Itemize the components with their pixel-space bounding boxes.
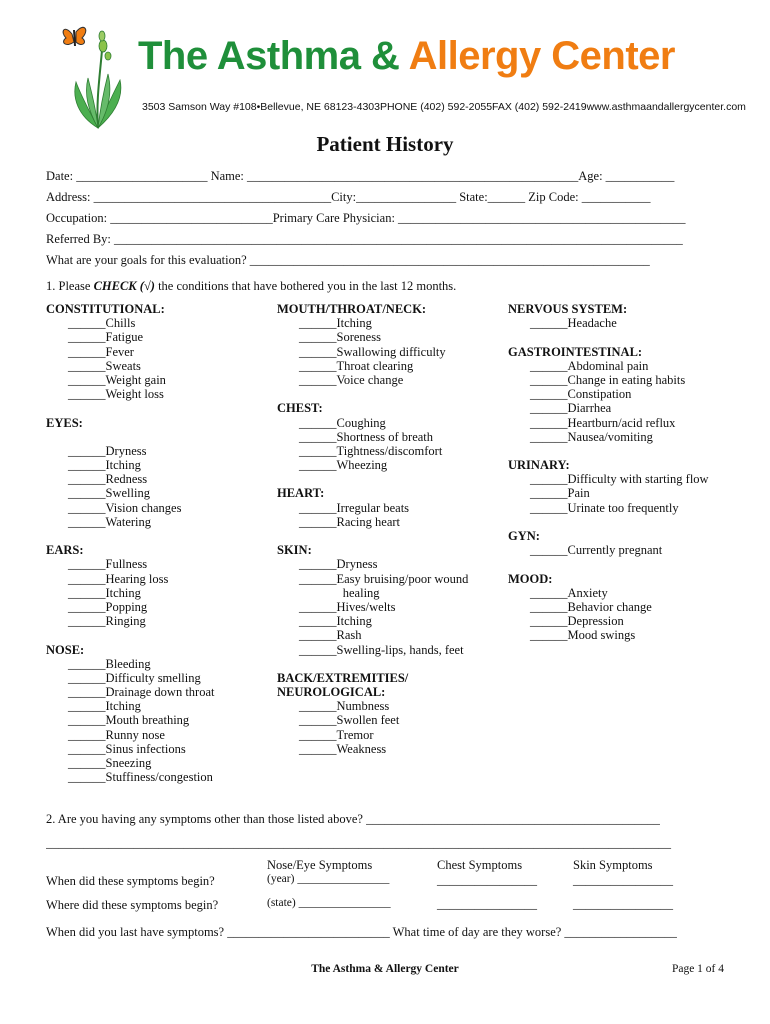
checklist-item[interactable]: ______Vision changes: [68, 500, 182, 515]
referred-by-line[interactable]: Referred By: ___________________________________________________________________________________________: [46, 232, 683, 246]
butterfly-icon: [63, 27, 86, 46]
section-head-chest: CHEST:: [277, 401, 323, 416]
checklist-item[interactable]: ______Pain: [530, 486, 590, 501]
phone-number: PHONE (402) 592-2055: [379, 101, 493, 113]
checklist-item[interactable]: ______Popping: [68, 599, 148, 614]
date-name-age-line[interactable]: Date: _____________________ Name: _____________________________________________________Age: ___________: [46, 169, 675, 183]
checklist-item[interactable]: ______Easy bruising/poor wound: [299, 571, 469, 586]
section-head-constitutional: CONSTITUTIONAL:: [46, 302, 165, 316]
address-line[interactable]: Address: ______________________________________City:________________ State:______ Zip Code: ___________: [46, 190, 651, 204]
checklist-item[interactable]: ______Irregular beats: [299, 500, 410, 515]
checklist-item[interactable]: ______Ringing: [68, 614, 146, 629]
checklist-item[interactable]: ______Stuffiness/congestion: [68, 770, 213, 785]
checklist-item[interactable]: ______Nausea/vomiting: [530, 429, 653, 444]
checklist-item[interactable]: ______Soreness: [299, 330, 381, 345]
section-head-mouth-throat-neck: MOUTH/THROAT/NECK:: [277, 302, 427, 316]
brand-title-part2: Allergy Center: [408, 34, 675, 78]
section-head-neurological: NEUROLOGICAL:: [277, 685, 386, 700]
checklist-item[interactable]: ______Redness: [68, 472, 148, 487]
checklist-item[interactable]: ______Difficulty smelling: [68, 670, 201, 685]
checklist-item[interactable]: ______Abdominal pain: [530, 358, 649, 373]
city-state-zip: Bellevue, NE 68123-4303: [260, 101, 380, 113]
checklist-item[interactable]: ______Coughing: [299, 415, 386, 430]
section-head-ears: EARS:: [46, 543, 84, 558]
checklist-item[interactable]: ______Hives/welts: [299, 599, 396, 614]
checklist-item[interactable]: ______Itching: [68, 585, 141, 600]
left-column: [46, 302, 215, 784]
section-head-heart: HEART:: [277, 486, 325, 501]
when-skin-field[interactable]: ________________: [573, 873, 673, 887]
checklist-item[interactable]: ______Anxiety: [530, 585, 608, 600]
checklist-item[interactable]: ______Numbness: [299, 699, 390, 714]
question-1-prefix: 1. Please: [46, 279, 94, 293]
section-head-mood: MOOD:: [508, 571, 553, 586]
checklist-item[interactable]: ______Swelling-lips, hands, feet: [299, 642, 464, 657]
table-header-chest: Chest Symptoms: [437, 858, 523, 872]
section-head-skin: SKIN:: [277, 543, 312, 558]
checklist-item[interactable]: ______Hearing loss: [68, 571, 169, 586]
table-header-skin: Skin Symptoms: [573, 858, 653, 872]
page-title: Patient History: [316, 132, 454, 156]
checklist-item[interactable]: ______Weakness: [299, 741, 387, 756]
checklist-item[interactable]: ______Sinus infections: [68, 741, 186, 756]
brand-title-part1: The Asthma &: [138, 34, 409, 78]
checklist-item[interactable]: ______Diarrhea: [530, 401, 612, 416]
website: www.asthmaandallergycenter.com: [586, 101, 746, 113]
right-column: [508, 302, 709, 643]
where-nose-eye-field[interactable]: (state) ________________: [267, 897, 391, 909]
checklist-item[interactable]: ______Weight gain: [68, 372, 166, 387]
checklist-item[interactable]: ______Itching: [299, 316, 372, 331]
checklist-item[interactable]: ______Swelling: [68, 486, 150, 501]
when-nose-eye-field[interactable]: (year) ________________: [267, 873, 390, 885]
checklist-item[interactable]: ______Racing heart: [299, 514, 401, 529]
checklist-item[interactable]: ______Fever: [68, 344, 134, 359]
checklist-item[interactable]: ______Dryness: [299, 557, 378, 572]
checklist-item[interactable]: ______Wheezing: [299, 458, 388, 473]
checklist-item[interactable]: ______Change in eating habits: [530, 372, 686, 387]
checklist-item[interactable]: ______Urinate too frequently: [530, 500, 679, 515]
when-chest-field[interactable]: ________________: [437, 873, 537, 887]
page-number: Page 1 of 4: [671, 963, 724, 975]
checklist-item[interactable]: ______Dryness: [68, 443, 147, 458]
plant-icon: [75, 31, 121, 128]
checklist-item[interactable]: ______Throat clearing: [299, 358, 414, 373]
checklist-item[interactable]: ______Currently pregnant: [530, 543, 663, 558]
checklist-item[interactable]: ______Difficulty with starting flow: [530, 472, 709, 487]
goals-line[interactable]: What are your goals for this evaluation? ________________________________________________________________: [46, 253, 650, 267]
section-head-nose: NOSE:: [46, 642, 85, 657]
section-head-back-extremities: BACK/EXTREMITIES/: [277, 670, 409, 685]
fax-number: FAX (402) 592-2419: [492, 101, 587, 113]
checklist-item[interactable]: ______Chills: [68, 316, 136, 331]
checklist-item-continuation: healing: [299, 585, 380, 600]
checklist-item[interactable]: ______Headache: [530, 316, 617, 331]
row-label-where: Where did these symptoms begin?: [46, 898, 219, 912]
last-symptoms-line[interactable]: When did you last have symptoms? __________________________ What time of day are they worse? __________________: [46, 925, 677, 939]
checklist-item[interactable]: ______Drainage down throat: [68, 685, 215, 700]
brand-title: [138, 34, 675, 79]
section-head-gyn: GYN:: [508, 529, 540, 543]
checklist-item[interactable]: ______Shortness of breath: [299, 429, 434, 444]
question-2-extra-line[interactable]: ____________________________________________________________________________________________________: [46, 836, 671, 850]
checklist-item[interactable]: ______Runny nose: [68, 727, 165, 742]
section-head-nervous-system: NERVOUS SYSTEM:: [508, 302, 628, 316]
checklist-item[interactable]: ______Weight loss: [68, 387, 164, 402]
row-label-when: When did these symptoms begin?: [46, 874, 215, 888]
checklist-item[interactable]: ______Bleeding: [68, 656, 151, 671]
table-header-nose-eye: Nose/Eye Symptoms: [267, 858, 373, 872]
checklist-item[interactable]: ______Swallowing difficulty: [299, 344, 446, 359]
section-head-urinary: URINARY:: [508, 458, 570, 473]
checklist-item[interactable]: ______Depression: [530, 614, 624, 629]
checklist-item[interactable]: ______Mouth breathing: [68, 713, 190, 728]
contact-line: [142, 101, 746, 113]
checklist-item[interactable]: ______Voice change: [299, 372, 404, 387]
checklist-item[interactable]: ______Swollen feet: [299, 713, 400, 728]
occupation-physician-line[interactable]: Occupation: __________________________Primary Care Physician: ______________________________________________: [46, 211, 686, 225]
checklist-item[interactable]: ______Fatigue: [68, 330, 143, 345]
checklist-item[interactable]: ______Constipation: [530, 387, 632, 402]
section-head-eyes: EYES:: [46, 415, 83, 430]
checklist-item[interactable]: ______Itching: [299, 614, 372, 629]
checklist-item[interactable]: ______Fullness: [68, 557, 148, 572]
checklist-item[interactable]: ______Behavior change: [530, 599, 652, 614]
checklist-item[interactable]: ______Rash: [299, 628, 362, 643]
checklist-item[interactable]: ______Mood swings: [530, 628, 636, 643]
question-2[interactable]: 2. Are you having any symptoms other than those listed above? _______________________________________________: [46, 812, 660, 826]
street-address: 3503 Samson Way #108: [142, 101, 257, 113]
checklist-item[interactable]: ______Sneezing: [68, 756, 152, 770]
checklist-item[interactable]: ______Sweats: [68, 358, 141, 373]
center-logo: [58, 20, 138, 132]
checklist-item[interactable]: ______Itching: [68, 699, 141, 714]
checklist-item[interactable]: ______Heartburn/acid reflux: [530, 415, 676, 430]
bullet-separator: •: [256, 101, 261, 113]
section-head-gastrointestinal: GASTROINTESTINAL:: [508, 344, 643, 359]
where-chest-field[interactable]: ________________: [437, 897, 537, 911]
checklist-item[interactable]: ______Tightness/discomfort: [299, 443, 443, 458]
checklist-item[interactable]: ______Tremor: [299, 727, 374, 742]
checklist-item[interactable]: ______Watering: [68, 514, 152, 529]
footer-title: The Asthma & Allergy Center: [311, 963, 459, 975]
question-1: [46, 279, 456, 294]
middle-column: [277, 302, 468, 756]
where-skin-field[interactable]: ________________: [573, 897, 673, 911]
question-1-check: CHECK (√): [93, 279, 155, 293]
question-1-suffix: the conditions that have bothered you in the last 12 months.: [154, 279, 457, 293]
checklist-item[interactable]: ______Itching: [68, 458, 141, 473]
